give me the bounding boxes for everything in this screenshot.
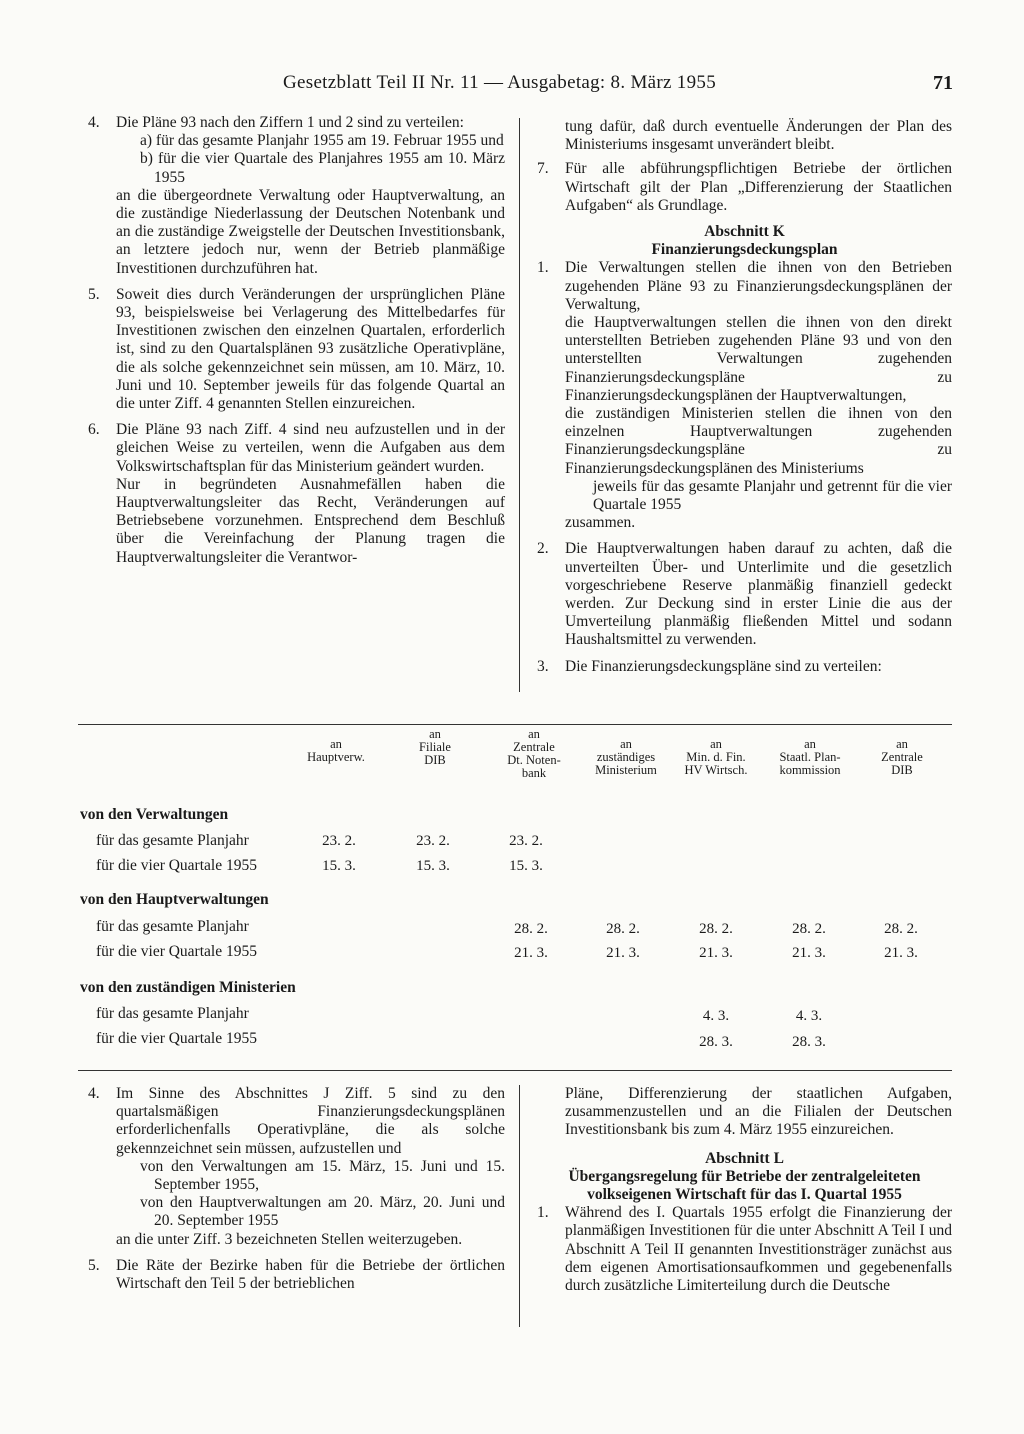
column-header-text: an Hauptverw. (307, 737, 365, 764)
item-text: Für alle abführungspflichtigen Betriebe der örtlichen Wirtschaft gilt der Plan „Differenzierung der Staatlichen Aufgaben“ als Grundlage. (565, 160, 952, 214)
sub-item: von den Hauptverwaltungen am 20. März, 20. Juni und 20. September 1955 (140, 1194, 505, 1230)
sub-item-a: a) für das gesamte Planjahr 1955 am 19. Februar 1955 und (140, 132, 504, 150)
row-label: für das gesamte Planjahr (96, 832, 249, 849)
table-cell: 21. 3. (884, 945, 918, 961)
item-text: Die Hauptverwaltungen haben darauf zu achten, daß die unverteilten Über- und Unterlimite und die gesetzlich vorgeschriebene Reserve planmäßig finanziell gedeckt werden. Zur Deckung sind in erster Linie die aus der Umverteilung planmäßig fließenden Mittel und sodann Haushaltsmittel zu verwenden. (565, 540, 952, 649)
item-number: 4. (88, 1085, 100, 1102)
table-cell: 28. 2. (514, 921, 548, 937)
column-header (290, 738, 382, 764)
column-header-text: an Filiale DIB (419, 727, 451, 767)
row-label: für das gesamte Planjahr (96, 918, 249, 935)
item-number: 1. (537, 1204, 549, 1222)
column-divider (519, 118, 520, 692)
list-item-7 (537, 160, 952, 215)
row-label: für die vier Quartale 1955 (96, 857, 257, 874)
item-number: 5. (88, 285, 100, 303)
item-number: 6. (88, 421, 100, 439)
item-text: Die Pläne 93 nach Ziff. 4 sind neu aufzustellen und in der gleichen Weise zu verteilen, wenn die Aufgaben aus dem Volkswirtschaftsplan für das Ministerium geändert wurden. (116, 421, 505, 475)
item-number: 5. (88, 1256, 100, 1274)
left-column-top (88, 114, 505, 575)
table-cell: 21. 3. (514, 945, 548, 961)
table-cell: 28. 2. (606, 921, 640, 937)
item-text: zusammen. (565, 514, 636, 532)
column-header (574, 738, 678, 777)
page-number: 71 (933, 72, 953, 94)
table-cell: 23. 2. (322, 833, 356, 849)
item-text: Die Finanzierungsdeckungspläne sind zu verteilen: (565, 657, 882, 675)
table-cell: 21. 3. (699, 945, 733, 961)
item-text: Während des I. Quartals 1955 erfolgt die Finanzierung der planmäßigen Investitionen für die unter Abschnitt A Teil I und Abschnitt A Teil II genannten Investitionsträger zunächst aus dem eigenen Amortisationsaufkommen und gegebenenfalls durch zusätzliche Limiterteilung durch die Deutsche (565, 1204, 952, 1295)
column-header-text: an Min. d. Fin. HV Wirtsch. (684, 737, 748, 777)
list-item-k2 (537, 540, 952, 649)
item-text: Die Verwaltungen stellen die ihnen von den Betrieben zugehenden Pläne 93 zu Finanzierungsdeckungsplänen der Verwaltung, (565, 259, 952, 313)
column-header-text: an Zentrale Dt. Noten- bank (507, 727, 561, 780)
table-cell: 4. 3. (702, 1008, 730, 1024)
list-item-6 (88, 421, 505, 567)
row-label: für das gesamte Planjahr (96, 1005, 249, 1022)
sub-item-b: b) für die vier Quartale des Planjahres 1955 am 10. März 1955 (140, 150, 505, 186)
row-group-title: von den zuständigen Ministerien (80, 979, 296, 996)
item-text: Die Räte der Bezirke haben für die Betriebe der örtlichen Wirtschaft den Teil 5 der betrieblichen (116, 1256, 505, 1293)
section-heading: Abschnitt K (704, 223, 785, 241)
section-title: Finanzierungsdeckungsplan (651, 241, 838, 259)
table-cell: 28. 2. (699, 921, 733, 937)
table-cell: 28. 2. (884, 921, 918, 937)
column-header-text: an Staatl. Plan- kommission (779, 737, 841, 777)
table-cell: 15. 3. (509, 858, 543, 874)
table-cell: 21. 3. (792, 945, 826, 961)
right-column-bottom (537, 1085, 952, 1303)
continued-text: tung dafür, daß durch eventuelle Änderungen der Plan des Ministeriums insgesamt unverändert bleibt. (565, 118, 952, 154)
table-cell: 23. 2. (509, 833, 543, 849)
continued-text: Pläne, Differenzierung der staatlichen Aufgaben, zusammenzustellen und an die Filialen der Deutschen Investitionsbank bis zum 4. März 1955 einzureichen. (565, 1085, 952, 1139)
publication-title: Gesetzblatt Teil II Nr. 11 — Ausgabetag: 8. März 1955 (283, 72, 716, 93)
row-label: für die vier Quartale 1955 (96, 943, 257, 960)
table-cell: 28. 2. (792, 921, 826, 937)
column-header (394, 728, 476, 767)
item-text: Nur in begründeten Ausnahmefällen haben die Hauptverwaltungsleiter das Recht, Veränderungen auf Betriebsebene vorzunehmen. Entsprechend dem Beschluß über die Vereinfachung der Planung tragen die Hauptverwaltungsleiter die Verantwor- (116, 475, 505, 566)
item-number: 4. (88, 114, 100, 131)
column-header (670, 738, 762, 777)
table-cell: 21. 3. (606, 945, 640, 961)
item-text: an die unter Ziff. 3 bezeichneten Stellen weiterzugeben. (116, 1230, 463, 1248)
item-text: jeweils für das gesamte Planjahr und getrennt für die vier Quartale 1955 (593, 477, 952, 514)
row-group-title: von den Hauptverwaltungen (80, 891, 269, 908)
table-cell: 23. 2. (416, 833, 450, 849)
item-text: Im Sinne des Abschnittes J Ziff. 5 sind zu den quartalsmäßigen Finanzierungsdeckungsplänen erforderlichenfalls Operativpläne, die als solche gekennzeichnet sein müssen, aufzustellen und (116, 1085, 505, 1157)
list-item-l1 (537, 1204, 952, 1295)
table-cell: 4. 3. (795, 1008, 823, 1024)
table-cell: 15. 3. (322, 858, 356, 874)
item-text: die Hauptverwaltungen stellen die ihnen von den direkt unterstellten Betrieben zugehenden Pläne 93 und von den unterstellten Verwaltungen zugehenden Finanzierungsdeckungspläne zu Finanzierungsdeckungsplänen der Hauptverwaltungen, (565, 314, 952, 404)
table-cell: 15. 3. (416, 858, 450, 874)
column-header-text: an Zentrale DIB (881, 737, 923, 777)
item-number: 3. (537, 657, 549, 675)
list-item-4-bottom (88, 1085, 505, 1249)
table-top-rule (78, 724, 952, 725)
list-item-5-bottom (88, 1257, 505, 1293)
column-divider (519, 1085, 520, 1327)
item-text: an die übergeordnete Verwaltung oder Hauptverwaltung, an die zuständige Niederlassung der Deutschen Notenbank und an die zuständige Zweigstelle der Deutschen Investitionsbank, an letztere jedoch nur, wenn der Betrieb planmäßige Investitionen durchzuführen hat. (116, 186, 505, 277)
section-heading: Abschnitt L (705, 1149, 784, 1167)
item-text: die zuständigen Ministerien stellen die ihnen von den einzelnen Hauptverwaltungen zugehenden Finanzierungsdeckungspläne zu Finanzierungsdeckungsplänen des Ministeriums (565, 405, 952, 477)
section-title: Übergangsregelung für Betriebe der zentralgeleiteten volkseigenen Wirtschaft für das I. Quartal 1955 (568, 1167, 921, 1204)
row-group-title: von den Verwaltungen (80, 806, 229, 823)
column-header (862, 738, 942, 777)
item-text: Die Pläne 93 nach den Ziffern 1 und 2 sind zu verteilen: (116, 114, 464, 131)
column-header (762, 738, 858, 777)
item-number: 1. (537, 259, 549, 277)
item-number: 7. (537, 160, 549, 178)
table-cell: 28. 3. (792, 1034, 826, 1050)
table-bottom-rule (78, 1070, 952, 1071)
list-item-5 (88, 286, 505, 413)
table-cell: 28. 3. (699, 1034, 733, 1050)
right-column-top (537, 118, 952, 684)
item-text: Soweit dies durch Veränderungen der ursprünglichen Pläne 93, beispielsweise bei Verlagerung des Mittelbedarfes für Investitionen zwischen den einzelnen Quartalen, erforderlich ist, sind zu den Quartalsplänen 93 zusätzliche Operativpläne, die als solche gekennzeichnet sein müssen, am 10. März, 10. Juni und 10. September jeweils für das folgende Quartal an die unter Ziff. 4 genannten Stellen einzureichen. (116, 285, 505, 413)
left-column-bottom (88, 1085, 505, 1301)
column-header (484, 728, 584, 780)
sub-item: von den Verwaltungen am 15. März, 15. Juni und 15. September 1955, (140, 1157, 505, 1194)
page-header (283, 72, 953, 102)
column-header-text: an zuständiges Ministerium (595, 737, 657, 777)
item-number: 2. (537, 540, 549, 558)
list-item-k3 (537, 658, 952, 676)
distribution-table (78, 728, 958, 1058)
list-item-4 (88, 114, 505, 278)
row-label: für die vier Quartale 1955 (96, 1030, 257, 1047)
list-item-k1 (537, 259, 952, 532)
